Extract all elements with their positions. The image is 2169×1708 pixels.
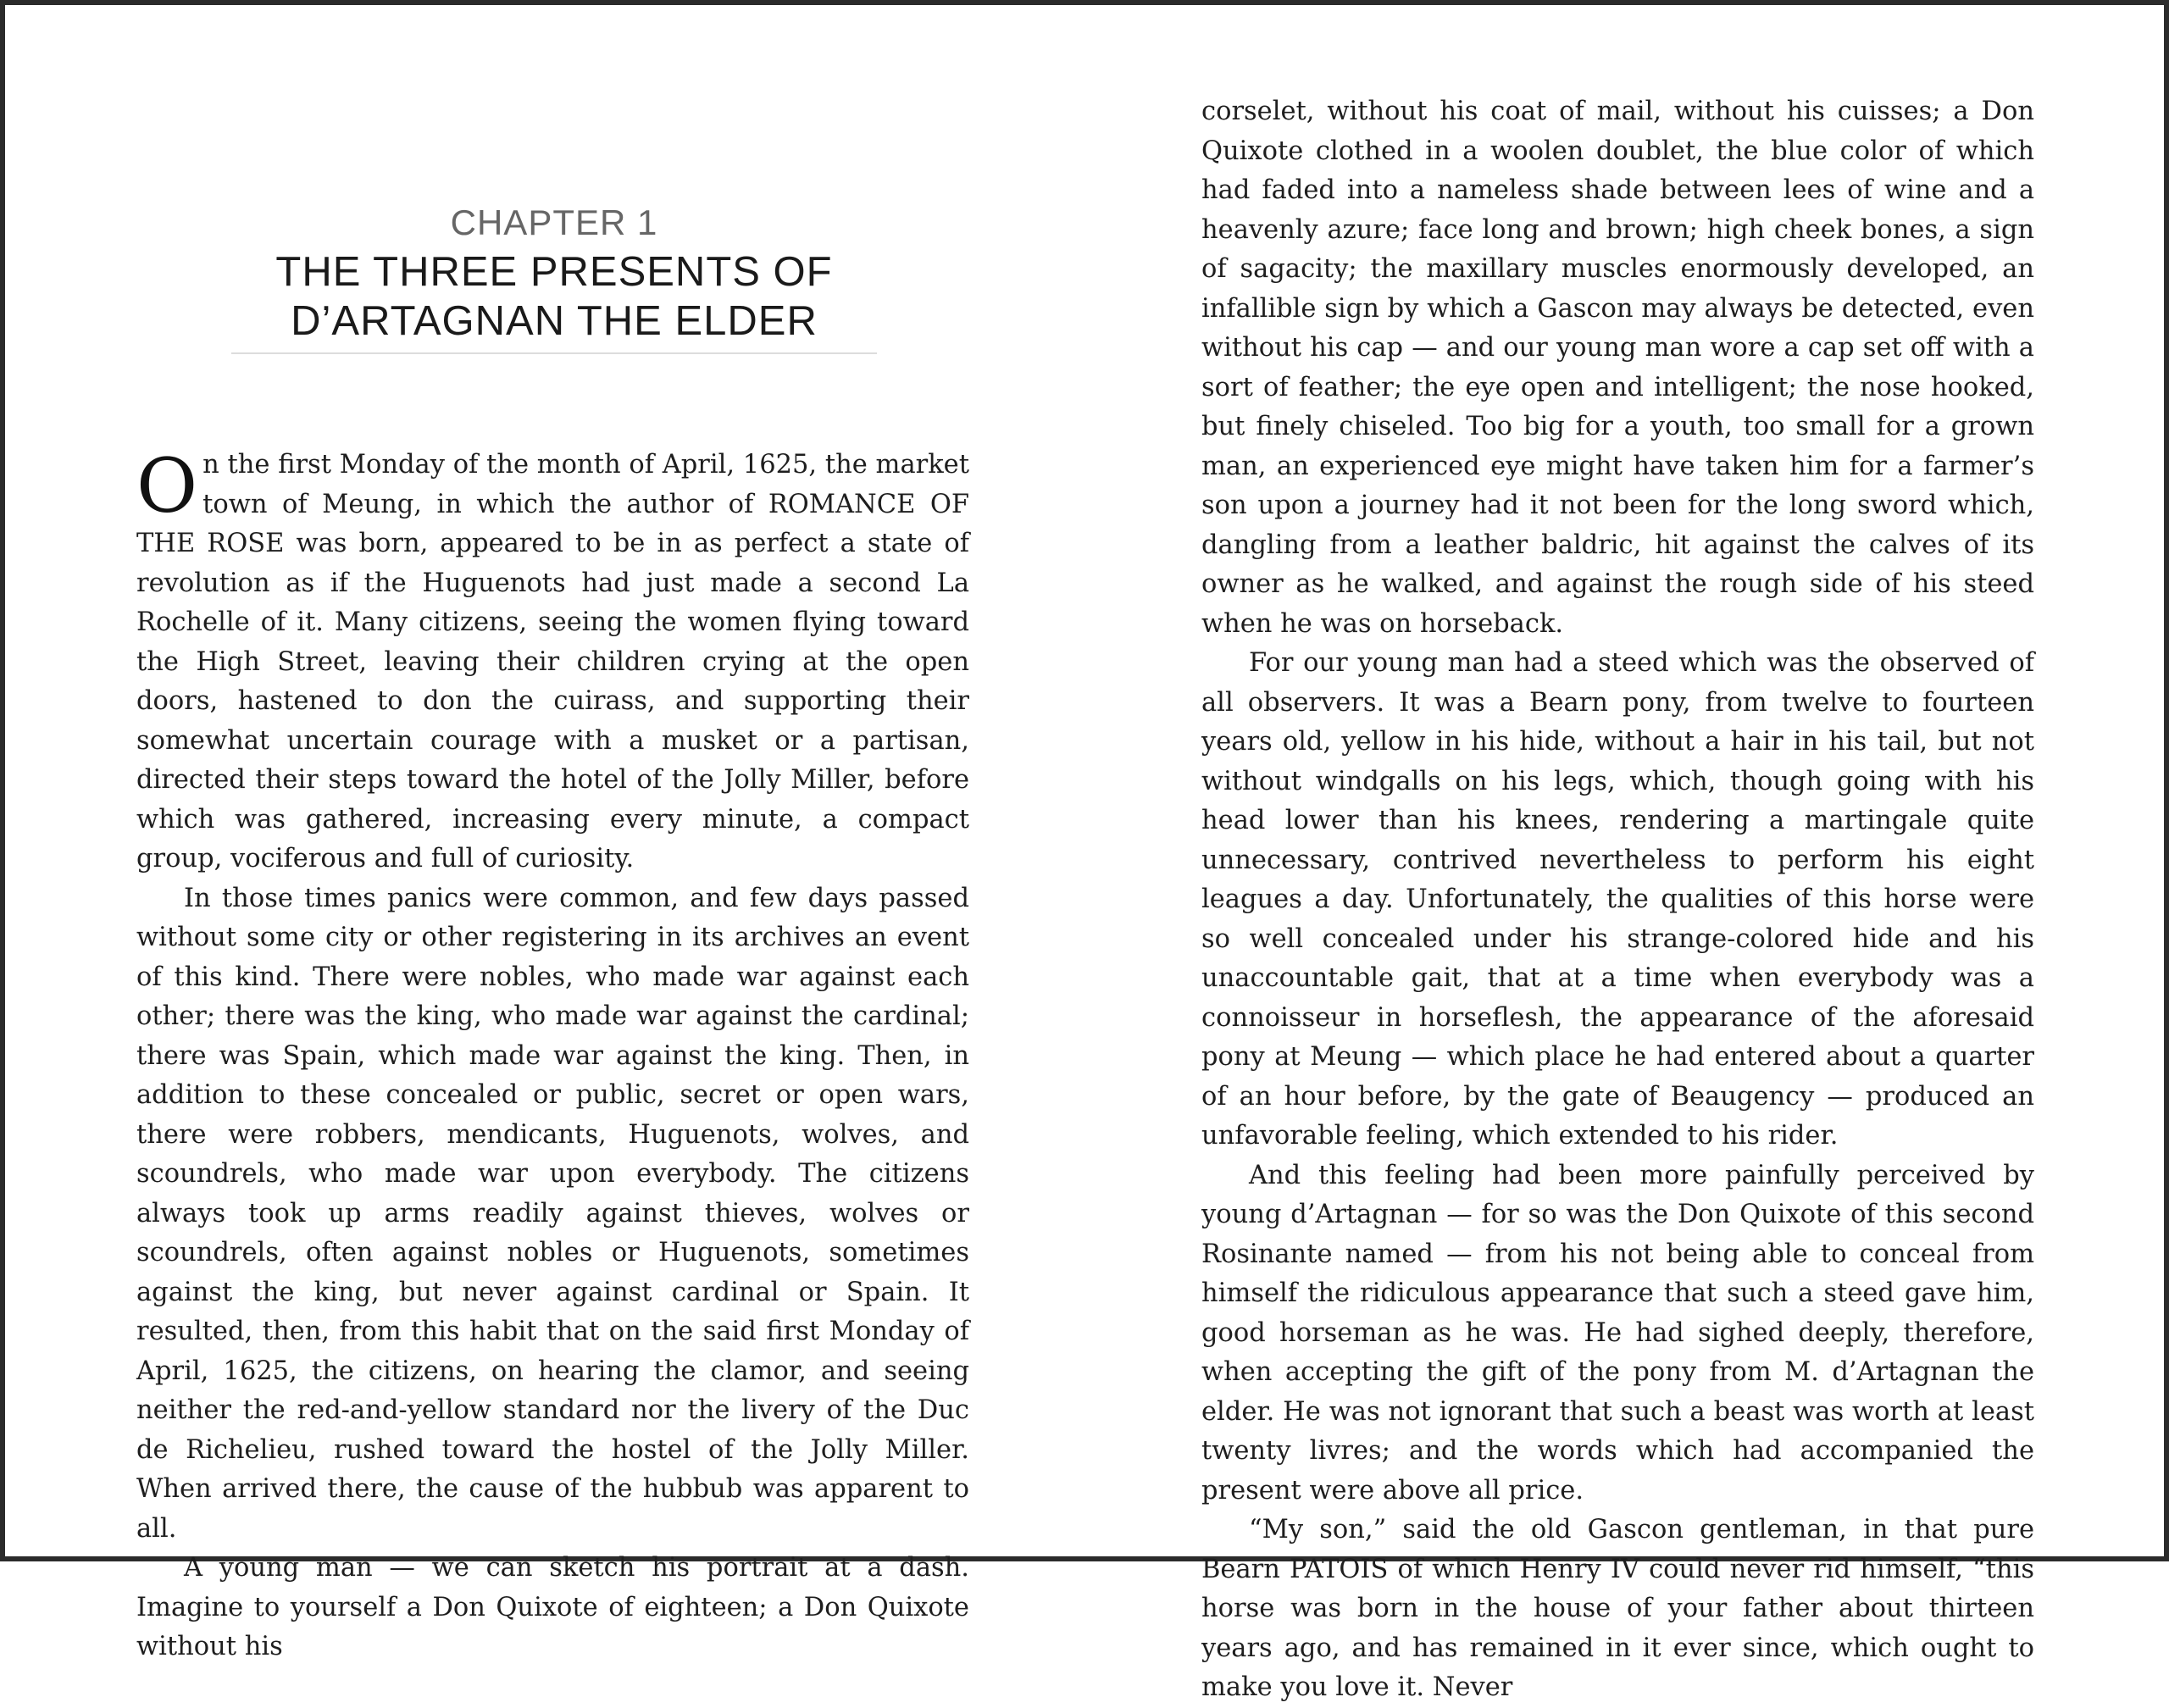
drop-cap: O	[136, 442, 198, 530]
paragraph: “My son,” said the old Gascon gentleman, in that pure Bearn PATOIS of which Henry IV could never rid himself, “this horse was born in the house of your father about thirteen years ago, and has remained in it ever since, which ought to make you love it. Never	[1201, 1515, 2034, 1702]
chapter-heading	[231, 198, 877, 354]
paragraph: And this feeling had been more painfully perceived by young d’Artagnan — for so was the Don Quixote of this second Rosinante named — from his not being able to conceal from himself the ridiculous appearance that such a steed gave him, good horseman as he was. He had sighed deeply, therefore, when accepting the gift of the pony from M. d’Artagnan the elder. He was not ignorant that such a beast was worth at least twenty livres; and the words which had accompanied the present were above all price.	[1201, 1160, 2034, 1506]
paragraph-continued: corselet, without his coat of mail, without his cuisses; a Don Quixote clothed in a woolen doublet, the blue color of which had faded into a nameless shade between lees of wine and a heavenly azure; face long and brown; high cheek bones, a sign of sagacity; the maxillary muscles enormously developed, an infallible sign by which a Gascon may always be detected, even without his cap — and our young man wore a cap set off with a sort of feather; the eye open and intelligent; the nose hooked, but finely chiseled. Too big for a youth, too small for a grown man, an experienced eye might have taken him for a farmer’s son upon a journey had it not been for the long sword which, dangling from a leather baldric, hit against the calves of its owner as he walked, and against the rough side of his steed when he was on horseback.	[1201, 97, 2034, 639]
paragraph: A young man — we can sketch his portrait at a dash. Imagine to yourself a Don Quixote of eighteen; a Don Quixote without his	[136, 1553, 969, 1661]
paragraph: For our young man had a steed which was the observed of all observers. It was a Bearn pony, from twelve to fourteen years old, yellow in his hide, without a hair in his tail, but not without windgalls on his legs, which, though going with his head lower than his knees, rendering a martingale quite unnecessary, contrived nevertheless to perform his eight leagues a day. Unfortunately, the qualities of this horse were so well concealed under his strange-colored hide and his unaccountable gait, that at a time when everybody was a connoisseur in horseflesh, the appearance of the aforesaid pony at Meung — which place he had entered about a quarter of an hour before, by the gate of Beaugency — produced an unfavorable feeling, which extended to his rider.	[1201, 648, 2034, 1151]
chapter-label: CHAPTER 1	[450, 202, 658, 242]
paragraph-opening	[136, 442, 969, 879]
left-page	[136, 5, 969, 1661]
right-page-body	[1201, 92, 2034, 1708]
paragraph: In those times panics were common, and few days passed without some city or other registering in its archives an event of this kind. There were nobles, who made war against each other; there was the king, who made war against the cardinal; there was Spain, which made war against the king. Then, in addition to these concealed or public, secret or open wars, there were robbers, mendicants, Huguenots, wolves, and scoundrels, who made war upon everybody. The citizens always took up arms readily against thieves, wolves or scoundrels, often against nobles or Huguenots, sometimes against the king, but never against cardinal or Spain. It resulted, then, from this habit that on the said first Monday of April, 1625, the citizens, on hearing the clamor, and seeing neither the red-and-yellow standard nor the livery of the Duc de Richelieu, rushed toward the hostel of the Jolly Miller. When arrived there, the cause of the hubbub was apparent to all.	[136, 883, 969, 1544]
chapter-title-line-1: THE THREE PRESENTS OF	[275, 249, 833, 295]
left-page-body	[136, 442, 969, 1667]
right-page	[1201, 5, 2034, 1702]
paragraph-opening-text: n the first Monday of the month of April, 1625, the market town of Meung, in which the author of ROMANCE OF THE ROSE was born, appeared to be in as perfect a state of revolution as if the Huguenots had just made a second La Rochelle of it. Many citizens, seeing the women flying toward the High Street, leaving their children crying at the open doors, hastened to don the cuirass, and supporting their somewhat uncertain courage with a musket or a partisan, directed their steps toward the hotel of the Jolly Miller, before which was gathered, increasing every minute, a compact group, vociferous and full of curiosity.	[136, 450, 969, 873]
chapter-title-line-2: D’ARTAGNAN THE ELDER	[291, 298, 818, 344]
